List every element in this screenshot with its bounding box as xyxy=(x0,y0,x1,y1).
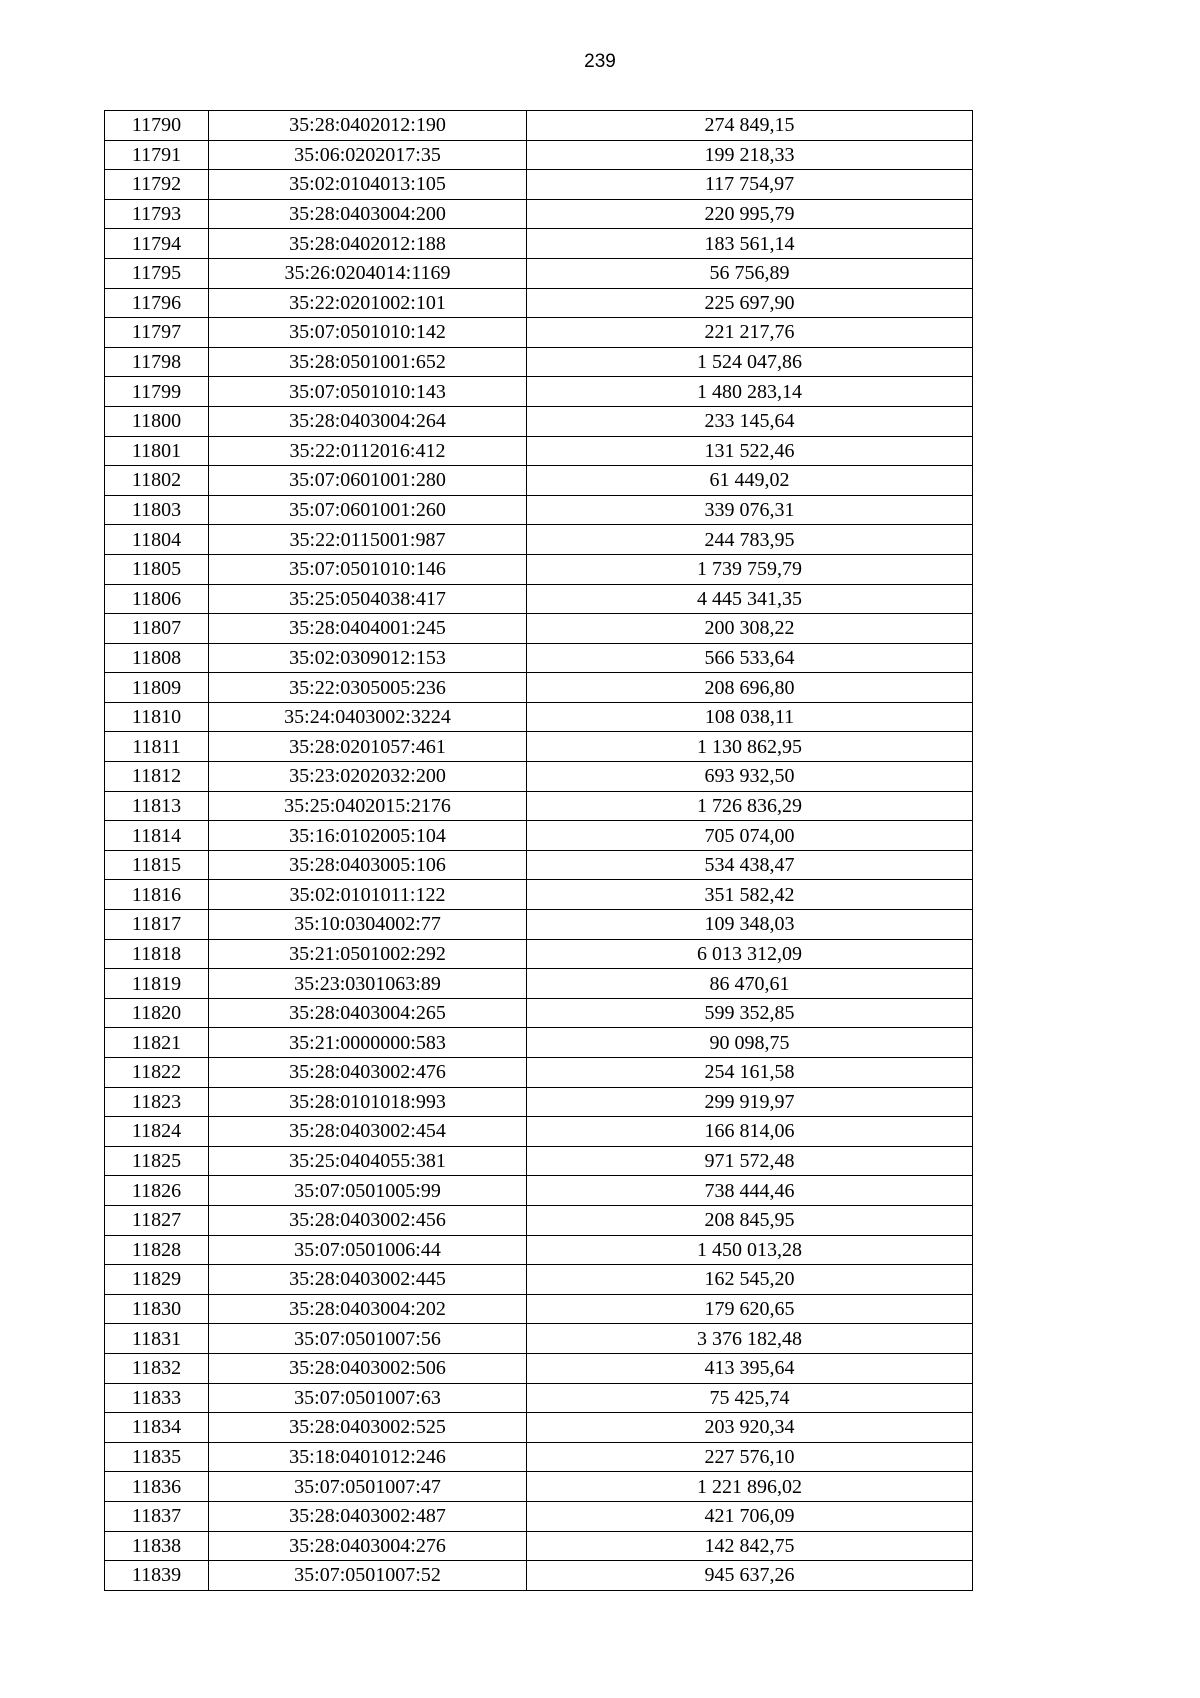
cadastral-value-cell: 208 696,80 xyxy=(527,673,973,703)
row-number-cell: 11836 xyxy=(105,1472,209,1502)
cadastral-value-cell: 1 480 283,14 xyxy=(527,377,973,407)
cadastral-number-cell: 35:25:0404055:381 xyxy=(209,1146,527,1176)
cadastral-number-cell: 35:28:0403005:106 xyxy=(209,850,527,880)
row-number-cell: 11834 xyxy=(105,1413,209,1443)
table-row xyxy=(105,969,973,999)
row-number-cell: 11806 xyxy=(105,584,209,614)
row-number-cell: 11810 xyxy=(105,702,209,732)
cadastral-value-cell: 971 572,48 xyxy=(527,1146,973,1176)
cadastral-number-cell: 35:28:0403004:200 xyxy=(209,199,527,229)
table-row xyxy=(105,1176,973,1206)
cadastral-value-cell: 199 218,33 xyxy=(527,140,973,170)
row-number-cell: 11832 xyxy=(105,1353,209,1383)
table-row xyxy=(105,199,973,229)
row-number-cell: 11797 xyxy=(105,318,209,348)
cadastral-number-cell: 35:25:0504038:417 xyxy=(209,584,527,614)
row-number-cell: 11801 xyxy=(105,436,209,466)
cadastral-number-cell: 35:28:0403002:476 xyxy=(209,1058,527,1088)
row-number-cell: 11838 xyxy=(105,1531,209,1561)
row-number-cell: 11837 xyxy=(105,1501,209,1531)
cadastral-value-cell: 109 348,03 xyxy=(527,910,973,940)
cadastral-number-cell: 35:07:0501010:146 xyxy=(209,554,527,584)
cadastral-number-cell: 35:22:0201002:101 xyxy=(209,288,527,318)
cadastral-value-cell: 351 582,42 xyxy=(527,880,973,910)
table-row xyxy=(105,111,973,141)
table-row xyxy=(105,1442,973,1472)
cadastral-number-cell: 35:28:0403002:506 xyxy=(209,1353,527,1383)
cadastral-value-cell: 1 739 759,79 xyxy=(527,554,973,584)
cadastral-number-cell: 35:07:0501007:47 xyxy=(209,1472,527,1502)
cadastral-value-cell: 90 098,75 xyxy=(527,1028,973,1058)
table-body xyxy=(105,111,973,1591)
row-number-cell: 11817 xyxy=(105,910,209,940)
cadastral-number-cell: 35:02:0104013:105 xyxy=(209,170,527,200)
cadastral-number-cell: 35:21:0501002:292 xyxy=(209,939,527,969)
row-number-cell: 11811 xyxy=(105,732,209,762)
cadastral-value-cell: 221 217,76 xyxy=(527,318,973,348)
table-row xyxy=(105,1413,973,1443)
cadastral-value-cell: 1 524 047,86 xyxy=(527,347,973,377)
row-number-cell: 11826 xyxy=(105,1176,209,1206)
cadastral-value-cell: 142 842,75 xyxy=(527,1531,973,1561)
cadastral-number-cell: 35:28:0402012:188 xyxy=(209,229,527,259)
row-number-cell: 11807 xyxy=(105,614,209,644)
cadastral-number-cell: 35:10:0304002:77 xyxy=(209,910,527,940)
cadastral-value-cell: 166 814,06 xyxy=(527,1117,973,1147)
cadastral-number-cell: 35:07:0501007:52 xyxy=(209,1561,527,1591)
cadastral-value-cell: 274 849,15 xyxy=(527,111,973,141)
cadastral-value-cell: 75 425,74 xyxy=(527,1383,973,1413)
row-number-cell: 11798 xyxy=(105,347,209,377)
cadastral-number-cell: 35:07:0501006:44 xyxy=(209,1235,527,1265)
table-row xyxy=(105,1265,973,1295)
cadastral-value-cell: 413 395,64 xyxy=(527,1353,973,1383)
cadastral-value-cell: 945 637,26 xyxy=(527,1561,973,1591)
cadastral-number-cell: 35:07:0501010:142 xyxy=(209,318,527,348)
cadastral-number-cell: 35:02:0101011:122 xyxy=(209,880,527,910)
table-row xyxy=(105,702,973,732)
row-number-cell: 11799 xyxy=(105,377,209,407)
page-number: 239 xyxy=(584,51,616,72)
cadastral-number-cell: 35:28:0403004:202 xyxy=(209,1294,527,1324)
table-row xyxy=(105,288,973,318)
table-row xyxy=(105,732,973,762)
cadastral-value-cell: 183 561,14 xyxy=(527,229,973,259)
cadastral-value-cell: 1 450 013,28 xyxy=(527,1235,973,1265)
row-number-cell: 11819 xyxy=(105,969,209,999)
table-row xyxy=(105,377,973,407)
table-row xyxy=(105,1294,973,1324)
cadastral-value-cell: 131 522,46 xyxy=(527,436,973,466)
table-row xyxy=(105,1501,973,1531)
row-number-cell: 11812 xyxy=(105,762,209,792)
row-number-cell: 11800 xyxy=(105,406,209,436)
cadastral-value-cell: 1 130 862,95 xyxy=(527,732,973,762)
cadastral-value-cell: 200 308,22 xyxy=(527,614,973,644)
row-number-cell: 11827 xyxy=(105,1205,209,1235)
cadastral-value-cell: 599 352,85 xyxy=(527,998,973,1028)
cadastral-number-cell: 35:22:0112016:412 xyxy=(209,436,527,466)
cadastral-number-cell: 35:02:0309012:153 xyxy=(209,643,527,673)
row-number-cell: 11839 xyxy=(105,1561,209,1591)
cadastral-value-cell: 1 726 836,29 xyxy=(527,791,973,821)
table-row xyxy=(105,614,973,644)
row-number-cell: 11796 xyxy=(105,288,209,318)
cadastral-value-cell: 3 376 182,48 xyxy=(527,1324,973,1354)
table-row xyxy=(105,1205,973,1235)
table-row xyxy=(105,910,973,940)
row-number-cell: 11833 xyxy=(105,1383,209,1413)
cadastral-number-cell: 35:28:0403002:445 xyxy=(209,1265,527,1295)
row-number-cell: 11802 xyxy=(105,466,209,496)
table-row xyxy=(105,1117,973,1147)
row-number-cell: 11808 xyxy=(105,643,209,673)
cadastral-number-cell: 35:28:0403002:454 xyxy=(209,1117,527,1147)
cadastral-number-cell: 35:07:0601001:260 xyxy=(209,495,527,525)
cadastral-value-cell: 738 444,46 xyxy=(527,1176,973,1206)
row-number-cell: 11815 xyxy=(105,850,209,880)
row-number-cell: 11790 xyxy=(105,111,209,141)
table-row xyxy=(105,880,973,910)
table-row xyxy=(105,1028,973,1058)
cadastral-value-cell: 566 533,64 xyxy=(527,643,973,673)
table-row xyxy=(105,1058,973,1088)
cadastral-value-cell: 705 074,00 xyxy=(527,821,973,851)
table-row xyxy=(105,821,973,851)
cadastral-number-cell: 35:23:0301063:89 xyxy=(209,969,527,999)
cadastral-number-cell: 35:07:0501005:99 xyxy=(209,1176,527,1206)
cadastral-value-cell: 162 545,20 xyxy=(527,1265,973,1295)
cadastral-value-cell: 203 920,34 xyxy=(527,1413,973,1443)
table-row xyxy=(105,1353,973,1383)
table-row xyxy=(105,1383,973,1413)
cadastral-number-cell: 35:28:0101018:993 xyxy=(209,1087,527,1117)
cadastral-value-cell: 117 754,97 xyxy=(527,170,973,200)
cadastral-value-cell: 220 995,79 xyxy=(527,199,973,229)
row-number-cell: 11830 xyxy=(105,1294,209,1324)
cadastral-number-cell: 35:24:0403002:3224 xyxy=(209,702,527,732)
cadastral-number-cell: 35:28:0403002:487 xyxy=(209,1501,527,1531)
table-row xyxy=(105,1324,973,1354)
cadastral-value-cell: 86 470,61 xyxy=(527,969,973,999)
cadastral-number-cell: 35:28:0403004:265 xyxy=(209,998,527,1028)
cadastral-number-cell: 35:18:0401012:246 xyxy=(209,1442,527,1472)
cadastral-number-cell: 35:28:0402012:190 xyxy=(209,111,527,141)
table-row xyxy=(105,347,973,377)
row-number-cell: 11795 xyxy=(105,258,209,288)
row-number-cell: 11813 xyxy=(105,791,209,821)
row-number-cell: 11835 xyxy=(105,1442,209,1472)
cadastral-number-cell: 35:28:0403002:525 xyxy=(209,1413,527,1443)
row-number-cell: 11824 xyxy=(105,1117,209,1147)
cadastral-number-cell: 35:07:0501010:143 xyxy=(209,377,527,407)
row-number-cell: 11825 xyxy=(105,1146,209,1176)
table-row xyxy=(105,1235,973,1265)
table-row xyxy=(105,998,973,1028)
table-row xyxy=(105,643,973,673)
cadastral-number-cell: 35:28:0403004:264 xyxy=(209,406,527,436)
cadastral-value-cell: 421 706,09 xyxy=(527,1501,973,1531)
cadastral-number-cell: 35:28:0403004:276 xyxy=(209,1531,527,1561)
row-number-cell: 11829 xyxy=(105,1265,209,1295)
row-number-cell: 11831 xyxy=(105,1324,209,1354)
cadastral-number-cell: 35:07:0501007:56 xyxy=(209,1324,527,1354)
table-row xyxy=(105,762,973,792)
cadastral-number-cell: 35:22:0115001:987 xyxy=(209,525,527,555)
cadastral-value-cell: 693 932,50 xyxy=(527,762,973,792)
row-number-cell: 11820 xyxy=(105,998,209,1028)
cadastral-value-cell: 56 756,89 xyxy=(527,258,973,288)
cadastral-value-table xyxy=(104,110,973,1591)
cadastral-number-cell: 35:06:0202017:35 xyxy=(209,140,527,170)
cadastral-value-cell: 233 145,64 xyxy=(527,406,973,436)
row-number-cell: 11818 xyxy=(105,939,209,969)
table-row xyxy=(105,1561,973,1591)
table-row xyxy=(105,495,973,525)
cadastral-number-cell: 35:28:0501001:652 xyxy=(209,347,527,377)
row-number-cell: 11794 xyxy=(105,229,209,259)
row-number-cell: 11803 xyxy=(105,495,209,525)
row-number-cell: 11823 xyxy=(105,1087,209,1117)
table-row xyxy=(105,554,973,584)
cadastral-value-cell: 534 438,47 xyxy=(527,850,973,880)
table-row xyxy=(105,1146,973,1176)
table-row xyxy=(105,939,973,969)
cadastral-number-cell: 35:07:0501007:63 xyxy=(209,1383,527,1413)
cadastral-value-cell: 225 697,90 xyxy=(527,288,973,318)
row-number-cell: 11793 xyxy=(105,199,209,229)
row-number-cell: 11791 xyxy=(105,140,209,170)
table-row xyxy=(105,229,973,259)
cadastral-number-cell: 35:25:0402015:2176 xyxy=(209,791,527,821)
table-row xyxy=(105,140,973,170)
cadastral-value-cell: 244 783,95 xyxy=(527,525,973,555)
table-row xyxy=(105,436,973,466)
cadastral-value-cell: 4 445 341,35 xyxy=(527,584,973,614)
table-row xyxy=(105,791,973,821)
cadastral-value-cell: 339 076,31 xyxy=(527,495,973,525)
cadastral-value-cell: 1 221 896,02 xyxy=(527,1472,973,1502)
table-row xyxy=(105,850,973,880)
cadastral-number-cell: 35:16:0102005:104 xyxy=(209,821,527,851)
row-number-cell: 11805 xyxy=(105,554,209,584)
cadastral-number-cell: 35:26:0204014:1169 xyxy=(209,258,527,288)
cadastral-number-cell: 35:28:0403002:456 xyxy=(209,1205,527,1235)
row-number-cell: 11822 xyxy=(105,1058,209,1088)
table-row xyxy=(105,584,973,614)
table-row xyxy=(105,1531,973,1561)
table-row xyxy=(105,466,973,496)
row-number-cell: 11816 xyxy=(105,880,209,910)
row-number-cell: 11821 xyxy=(105,1028,209,1058)
table-row xyxy=(105,1087,973,1117)
cadastral-value-cell: 61 449,02 xyxy=(527,466,973,496)
row-number-cell: 11828 xyxy=(105,1235,209,1265)
cadastral-value-cell: 299 919,97 xyxy=(527,1087,973,1117)
table-row xyxy=(105,170,973,200)
table-row xyxy=(105,1472,973,1502)
cadastral-number-cell: 35:28:0201057:461 xyxy=(209,732,527,762)
cadastral-number-cell: 35:07:0601001:280 xyxy=(209,466,527,496)
table-row xyxy=(105,258,973,288)
row-number-cell: 11814 xyxy=(105,821,209,851)
row-number-cell: 11792 xyxy=(105,170,209,200)
cadastral-number-cell: 35:22:0305005:236 xyxy=(209,673,527,703)
row-number-cell: 11804 xyxy=(105,525,209,555)
table-row xyxy=(105,525,973,555)
table-row xyxy=(105,406,973,436)
cadastral-value-cell: 179 620,65 xyxy=(527,1294,973,1324)
cadastral-number-cell: 35:23:0202032:200 xyxy=(209,762,527,792)
table-row xyxy=(105,673,973,703)
cadastral-number-cell: 35:21:0000000:583 xyxy=(209,1028,527,1058)
row-number-cell: 11809 xyxy=(105,673,209,703)
cadastral-value-cell: 227 576,10 xyxy=(527,1442,973,1472)
cadastral-value-cell: 6 013 312,09 xyxy=(527,939,973,969)
cadastral-value-cell: 208 845,95 xyxy=(527,1205,973,1235)
cadastral-value-cell: 254 161,58 xyxy=(527,1058,973,1088)
cadastral-value-cell: 108 038,11 xyxy=(527,702,973,732)
cadastral-number-cell: 35:28:0404001:245 xyxy=(209,614,527,644)
table-row xyxy=(105,318,973,348)
